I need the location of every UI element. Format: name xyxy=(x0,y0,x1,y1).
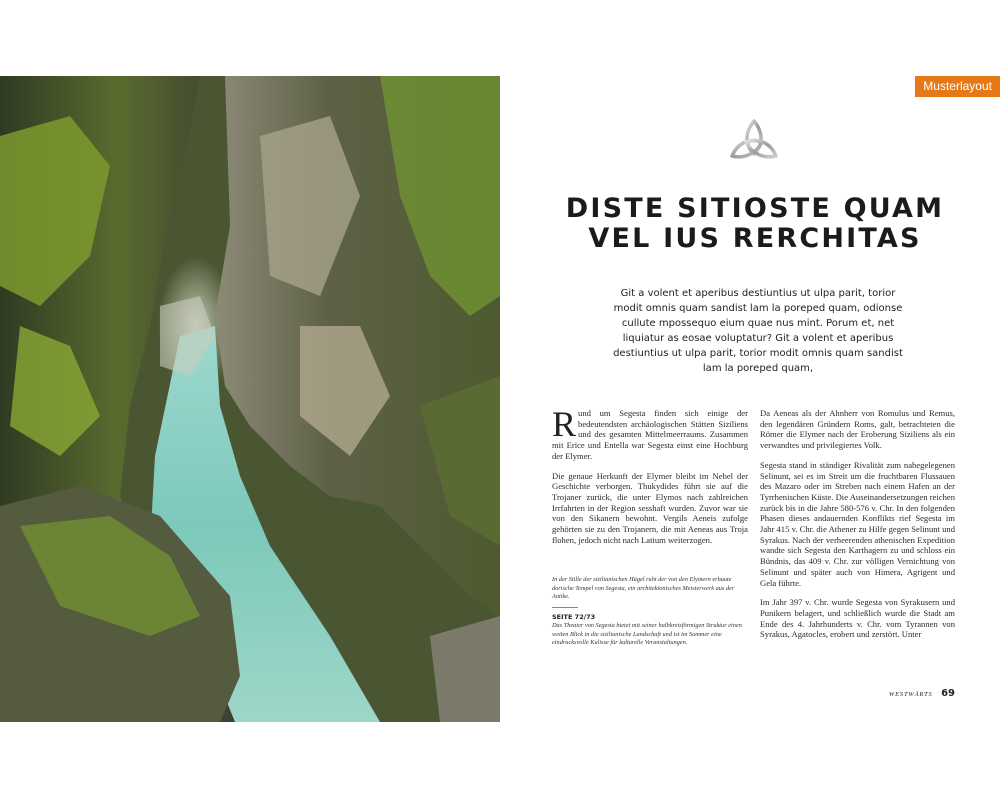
body-paragraph: Die genaue Herkunft der Elymer bleibt im Nebel der Geschichte verborgen. Thukydides führt sie auf die Trojaner zurück, die unter Elymos nach zahlreichen Irrfahrten in der Region sesshaft wurden. Zuvor war sie von den Sikanern bewohnt. Vergils Aeneis zufolge gehörten sie zu den Trojanern, die mit Aeneas aus Troja flohen, jedoch nicht nach Latium weiterzogen. xyxy=(552,470,748,545)
title-line-1: DISTE SITIOSTE QUAM xyxy=(565,193,945,224)
section-name: WESTWÄRTS xyxy=(888,691,933,698)
magazine-spread xyxy=(0,76,1000,722)
drop-cap: R xyxy=(552,404,577,444)
secondary-caption: Das Theater von Segesta bietet mit seiner halbkreisförmigen Struktur einen weiten Blick in die sizilianische Landschaft und ist im Sommer eine eindrucksvolle Kulisse für kulturelle Veranstaltungen. xyxy=(552,622,742,647)
musterlayout-badge: Musterlayout xyxy=(915,76,1000,97)
body-paragraph xyxy=(552,404,748,462)
body-paragraph: Segesta stand in ständiger Rivalität zum nahegelegenen Selinunt, sei es im Streit um die fruchtbaren Flussauen des Mazaro oder im Streben nach einem Hafen an der Tyrrhenischen Küste. Die Auseinandersetzungen reichen zurück bis in die Jahre 580-576 v. Chr. In den folgenden Phasen dieses andauernden Konflikts rief Segesta im Jahr 415 v. Chr. die Athener zu Hilfe gegen Selinunt und Syrakus. Nach der verheerenden athenischen Expedition wandte sich Segesta den Karthagern zu und schloss ein Bündnis, das 409 v. Chr. zur völligen Vernichtung von Selinunt und später auch von Himera, Agrigent und Gela führte. xyxy=(760,459,955,588)
page-number: 69 xyxy=(941,688,955,699)
article-title xyxy=(500,194,1000,254)
title-line-2: VEL IUS RERCHITAS xyxy=(588,223,922,254)
photo-caption: In der Stille der sizilianischen Hügel ruht der von den Elymern erbaute dorische Tempel von Segesta, ein architektonisches Meisterwerk aus der Antike. xyxy=(552,576,735,601)
text-page xyxy=(500,76,1000,722)
body-column-left xyxy=(552,404,748,554)
lead-paragraph: Git a volent et aperibus destiuntius ut ulpa parit, torior modit omnis quam sandist lam la poreped quam, odionse cullute mpossequo eium quae nus mint. Porum et, net liquiatur as eosae voluptatur? Git a volent et aperibus destiuntius ut ulpa parit, torior modit omnis quam sandist lam la poreped quam, xyxy=(613,288,903,374)
body-text: und um Segesta finden sich einige der bedeutendsten archäologischen Stätten Siziliens und des gesamten Mittelmeerraums. Zusammen mit Erice und Entella war Segesta einst eine Hochburg der Elymer. xyxy=(552,408,748,461)
triquetra-icon xyxy=(728,118,780,162)
body-column-right xyxy=(760,408,955,649)
body-paragraph: Im Jahr 397 v. Chr. wurde Segesta von Syrakusern und Punikern belagert, und schließlich wurde die Stadt am Ende des 4. Jahrhunderts v. Chr. vom Tyrannen von Syrakus, Agatocles, erobert und zerstört. Unter xyxy=(760,597,955,640)
body-paragraph: Da Aeneas als der Ahnherr von Romulus und Remus, den legendären Gründern Roms, galt, betrachteten die Römer die Elymer nach der Eroberung Siziliens als ein verwandtes und privilegiertes Volk. xyxy=(760,408,955,451)
gorge-photo xyxy=(0,76,500,722)
page-footer xyxy=(889,688,955,699)
page-reference: SEITE 72/73 xyxy=(552,613,596,621)
caption-divider xyxy=(552,607,578,608)
